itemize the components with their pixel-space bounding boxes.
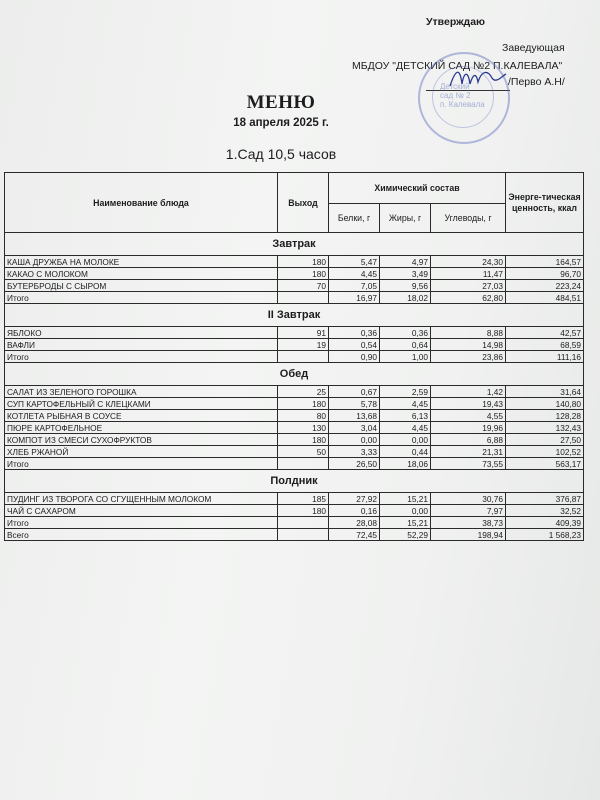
section-title: Обед [5,363,584,386]
approval-organization: МБДОУ "ДЕТСКИЙ САД №2 П.КАЛЕВАЛА" [352,60,563,72]
grand-total-fat: 52,29 [380,529,431,541]
dish-energy: 164,57 [506,256,584,268]
dish-fat: 4,97 [380,256,431,268]
dish-name: БУТЕРБРОДЫ С СЫРОМ [5,280,278,292]
table-row [5,280,584,292]
total-protein: 16,97 [329,292,380,304]
total-label: Итого [5,292,278,304]
menu-subtitle: 1.Сад 10,5 часов [225,146,337,162]
dish-energy: 42,57 [506,327,584,339]
total-row [5,292,584,304]
dish-output: 180 [278,268,329,280]
dish-output: 19 [278,339,329,351]
table-row [5,327,584,339]
total-energy: 484,51 [506,292,584,304]
section-title: II Завтрак [5,304,584,327]
dish-output: 180 [278,434,329,446]
section-title: Полдник [5,470,584,493]
total-carb: 62,80 [431,292,506,304]
dish-output: 180 [278,398,329,410]
table-row [5,434,584,446]
dish-output: 91 [278,327,329,339]
dish-name: КАША ДРУЖБА НА МОЛОКЕ [5,256,278,268]
dish-carb: 27,03 [431,280,506,292]
menu-date: 18 апреля 2025 г. [233,117,329,129]
dish-protein: 4,45 [329,268,380,280]
page-title: МЕНЮ [246,92,316,113]
dish-output: 130 [278,422,329,434]
dish-carb: 1,42 [431,386,506,398]
dish-energy: 128,28 [506,410,584,422]
dish-fat: 4,45 [380,422,431,434]
dish-name: ЧАЙ С САХАРОМ [5,505,278,517]
total-output [278,292,329,304]
dish-carb: 24,30 [431,256,506,268]
dish-carb: 19,43 [431,398,506,410]
section-title: Завтрак [5,233,584,256]
section-header-row [5,233,584,256]
total-fat: 18,02 [380,292,431,304]
dish-output: 50 [278,446,329,458]
dish-protein: 0,16 [329,505,380,517]
dish-fat: 9,56 [380,280,431,292]
dish-output: 185 [278,493,329,505]
table-row [5,268,584,280]
dish-energy: 376,87 [506,493,584,505]
dish-energy: 132,43 [506,422,584,434]
dish-fat: 0,00 [380,505,431,517]
dish-name: КОТЛЕТА РЫБНАЯ В СОУСЕ [5,410,278,422]
dish-protein: 27,92 [329,493,380,505]
dish-carb: 21,31 [431,446,506,458]
total-output [278,458,329,470]
total-carb: 38,73 [431,517,506,529]
dish-name: ПУДИНГ ИЗ ТВОРОГА СО СГУЩЕННЫМ МОЛОКОМ [5,493,278,505]
dish-carb: 8,88 [431,327,506,339]
dish-name: СУП КАРТОФЕЛЬНЫЙ С КЛЕЦКАМИ [5,398,278,410]
dish-fat: 15,21 [380,493,431,505]
dish-protein: 5,47 [329,256,380,268]
dish-carb: 19,96 [431,422,506,434]
dish-name: ХЛЕБ РЖАНОЙ [5,446,278,458]
dish-fat: 0,64 [380,339,431,351]
table-row [5,339,584,351]
col-header-chemical: Химический состав [329,173,506,204]
total-label: Итого [5,517,278,529]
dish-energy: 32,52 [506,505,584,517]
col-header-output: Выход [278,173,329,233]
col-header-fat: Жиры, г [380,204,431,233]
section-header-row [5,304,584,327]
dish-name: ПЮРЕ КАРТОФЕЛЬНОЕ [5,422,278,434]
table-row [5,410,584,422]
dish-fat: 4,45 [380,398,431,410]
table-row [5,505,584,517]
table-row [5,422,584,434]
dish-protein: 0,36 [329,327,380,339]
dish-output: 25 [278,386,329,398]
section-header-row [5,470,584,493]
dish-carb: 7,97 [431,505,506,517]
dish-fat: 0,44 [380,446,431,458]
dish-energy: 31,64 [506,386,584,398]
col-header-energy: Энерге-тическая ценность, ккал [506,173,584,233]
dish-output: 180 [278,505,329,517]
total-carb: 73,55 [431,458,506,470]
grand-total-protein: 72,45 [329,529,380,541]
col-header-name: Наименование блюда [5,173,278,233]
total-label: Итого [5,351,278,363]
dish-protein: 3,33 [329,446,380,458]
dish-protein: 0,00 [329,434,380,446]
table-row [5,493,584,505]
total-label: Итого [5,458,278,470]
dish-carb: 4,55 [431,410,506,422]
dish-protein: 7,05 [329,280,380,292]
grand-total-output [278,529,329,541]
total-protein: 28,08 [329,517,380,529]
approval-label: Утверждаю [426,16,486,28]
table-row [5,386,584,398]
total-row [5,517,584,529]
total-energy: 111,16 [506,351,584,363]
dish-carb: 14,98 [431,339,506,351]
total-protein: 0,90 [329,351,380,363]
dish-output: 70 [278,280,329,292]
dish-protein: 13,68 [329,410,380,422]
dish-energy: 140,80 [506,398,584,410]
total-energy: 409,39 [506,517,584,529]
dish-name: САЛАТ ИЗ ЗЕЛЕНОГО ГОРОШКА [5,386,278,398]
grand-total-carb: 198,94 [431,529,506,541]
dish-energy: 68,59 [506,339,584,351]
grand-total-energy: 1 568,23 [506,529,584,541]
table-row [5,398,584,410]
dish-carb: 6,88 [431,434,506,446]
table-row [5,256,584,268]
approval-position: Заведующая [502,42,565,54]
total-fat: 1,00 [380,351,431,363]
total-output [278,351,329,363]
dish-energy: 27,50 [506,434,584,446]
total-output [278,517,329,529]
dish-fat: 2,59 [380,386,431,398]
dish-fat: 3,49 [380,268,431,280]
col-header-protein: Белки, г [329,204,380,233]
total-row [5,351,584,363]
dish-energy: 96,70 [506,268,584,280]
dish-carb: 30,76 [431,493,506,505]
dish-fat: 0,00 [380,434,431,446]
dish-protein: 0,67 [329,386,380,398]
total-row [5,458,584,470]
dish-energy: 102,52 [506,446,584,458]
dish-name: КОМПОТ ИЗ СМЕСИ СУХОФРУКТОВ [5,434,278,446]
dish-fat: 0,36 [380,327,431,339]
total-fat: 18,06 [380,458,431,470]
dish-carb: 11,47 [431,268,506,280]
total-protein: 26,50 [329,458,380,470]
total-carb: 23,86 [431,351,506,363]
handwritten-signature [448,64,508,94]
table-row [5,446,584,458]
total-energy: 563,17 [506,458,584,470]
dish-output: 80 [278,410,329,422]
total-fat: 15,21 [380,517,431,529]
seal-stamp-text: Детский сад № 2 п. Калевала [440,82,485,109]
dish-protein: 3,04 [329,422,380,434]
dish-output: 180 [278,256,329,268]
dish-protein: 5,78 [329,398,380,410]
col-header-carb: Углеводы, г [431,204,506,233]
section-header-row [5,363,584,386]
dish-name: КАКАО С МОЛОКОМ [5,268,278,280]
grand-total-label: Всего [5,529,278,541]
dish-energy: 223,24 [506,280,584,292]
dish-name: ЯБЛОКО [5,327,278,339]
approval-signer: /Перво А.Н/ [508,76,565,88]
menu-table [4,172,584,541]
dish-protein: 0,54 [329,339,380,351]
grand-total-row [5,529,584,541]
dish-fat: 6,13 [380,410,431,422]
dish-name: ВАФЛИ [5,339,278,351]
